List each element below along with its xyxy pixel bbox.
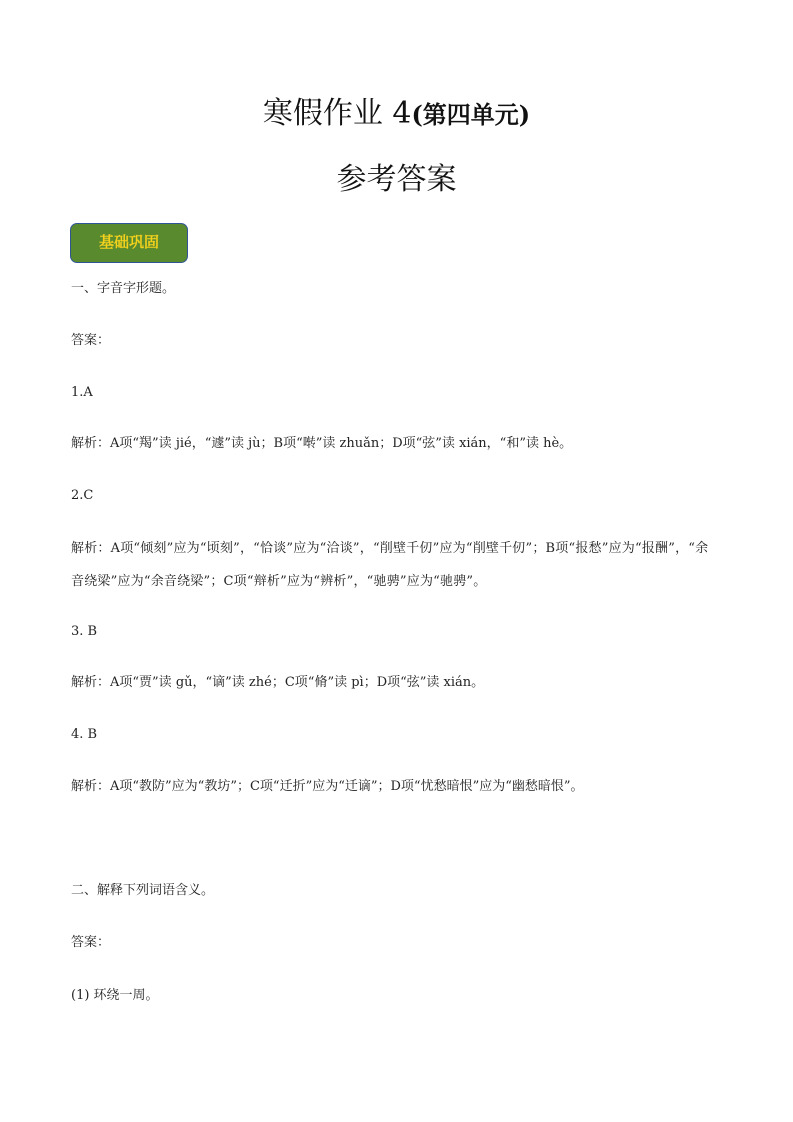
question-2-answer: 2.C (71, 488, 94, 503)
part2-item-1: (1) 环绕一周。 (71, 988, 159, 1003)
title-unit-text: (第四单元) (411, 100, 531, 129)
question-3-answer: 3. B (71, 624, 98, 639)
section-badge: 基础巩固 (70, 223, 188, 263)
question-1-answer: 1.A (71, 385, 93, 400)
question-3-explanation: 解析：A项“贾”读 gǔ，“谪”读 zhé；C项“脩”读 pì；D项“弦”读 xián。 (71, 675, 485, 690)
part2-heading: 二、解释下列词语含义。 (71, 883, 215, 898)
document-subtitle: 参考答案 (336, 162, 457, 197)
question-2-explanation: 解析：A项“倾刻”应为“顷刻”，“恰谈”应为“洽谈”，“削壁千仞”应为“削壁千仞”；B项“报愁”应为“报酬”，“余音绕梁”应为“余音绕梁”；C项“辩析”应为“辨析”，“驰骋”应为“驰骋”。 (71, 541, 709, 589)
part2-answer-label: 答案： (71, 935, 111, 950)
question-4-explanation: 解析：A项“教防”应为“教坊”；C项“迁折”应为“迁谪”；D项“忧愁暗恨”应为“幽愁暗恨”。 (71, 779, 584, 794)
title-main-text: 寒假作业 4 (262, 96, 412, 131)
question-1-explanation: 解析：A项“羯”读 jié，“遽”读 jù；B项“啭”读 zhuǎn；D项“弦”读 xián，“和”读 hè。 (71, 436, 573, 451)
question-4-answer: 4. B (71, 727, 98, 742)
document-title (0, 94, 793, 135)
part1-answer-label: 答案： (71, 333, 111, 348)
part1-heading: 一、字音字形题。 (71, 281, 176, 296)
